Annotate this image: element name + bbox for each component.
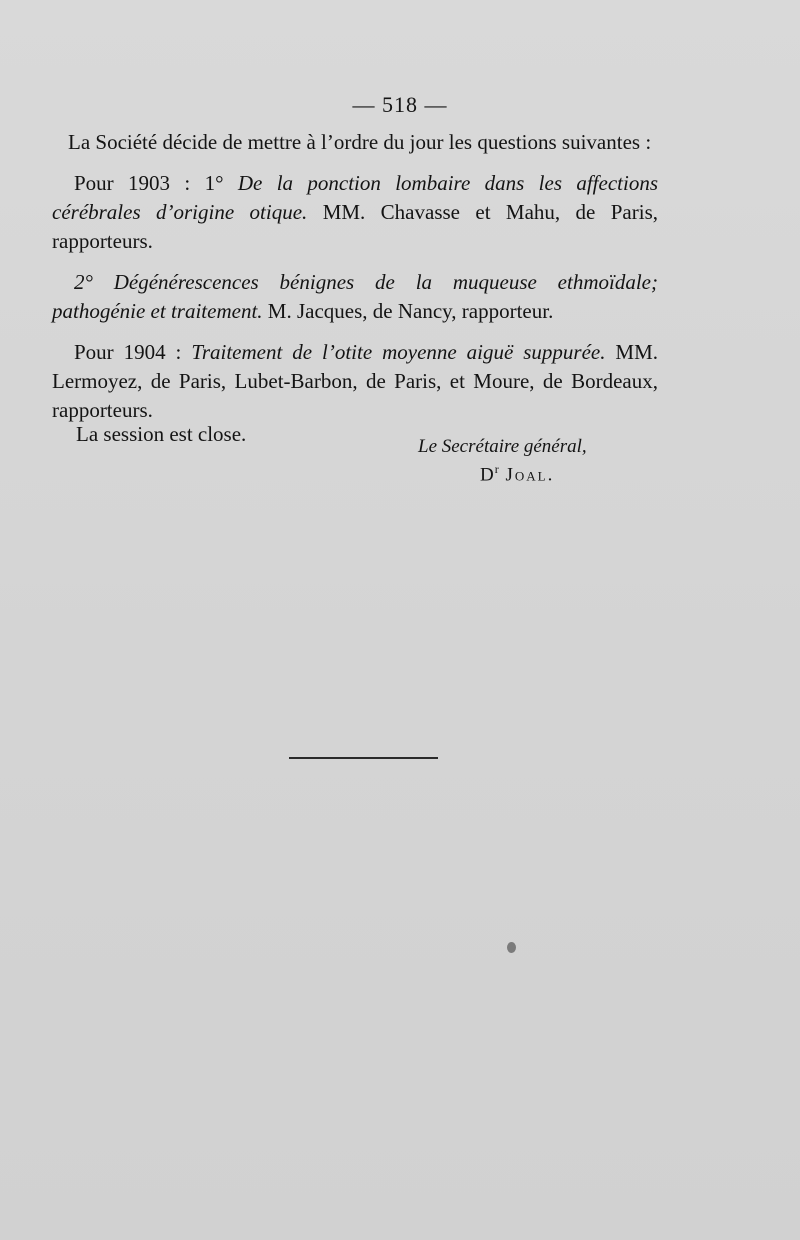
question-1-rapporteurs: MM. Chavasse et Mahu, de Paris, rapporteurs. <box>52 200 658 253</box>
section-end-rule <box>289 757 438 759</box>
signature-name <box>480 462 554 486</box>
page-number: — 518 — <box>352 92 448 117</box>
ink-speck <box>507 942 516 953</box>
signature-prefix-sup: r <box>494 462 500 476</box>
session-closed-text: La session est close. <box>76 422 247 446</box>
signature-surname: Joal. <box>505 464 555 486</box>
paragraph-1903-question-2 <box>52 268 658 326</box>
paragraph-agenda-intro <box>52 128 658 157</box>
signature-prefix: D <box>480 464 495 486</box>
question-2-title: 2° Dégénérescences bénignes de la muqueuse ethmoïdale; pathogénie et traitement. <box>52 270 658 323</box>
question-1904-rapporteurs: MM. Lermoyez, de Paris, Lubet-Barbon, de Paris, et Moure, de Bordeaux, rapporteurs. <box>52 340 658 422</box>
body-text <box>52 128 658 437</box>
question-2-rapporteur: M. Jacques, de Nancy, rapporteur. <box>262 299 554 323</box>
year-1904-lead: Pour 1904 : <box>74 340 192 364</box>
paragraph-1903-question-1 <box>52 169 658 256</box>
closing-row <box>52 422 658 492</box>
question-1904-title: Traitement de l’otite moyenne aiguë suppurée. <box>191 340 606 364</box>
paragraph-1904-question <box>52 338 658 425</box>
year-1903-lead: Pour 1903 : 1° <box>74 171 238 195</box>
signature-title: Le Secrétaire général, <box>418 436 587 457</box>
agenda-intro-text: La Société décide de mettre à l’ordre du jour les questions suivantes : <box>68 130 652 154</box>
question-1-title: De la ponction lombaire dans les affections cérébrales d’origine otique. <box>52 171 659 224</box>
